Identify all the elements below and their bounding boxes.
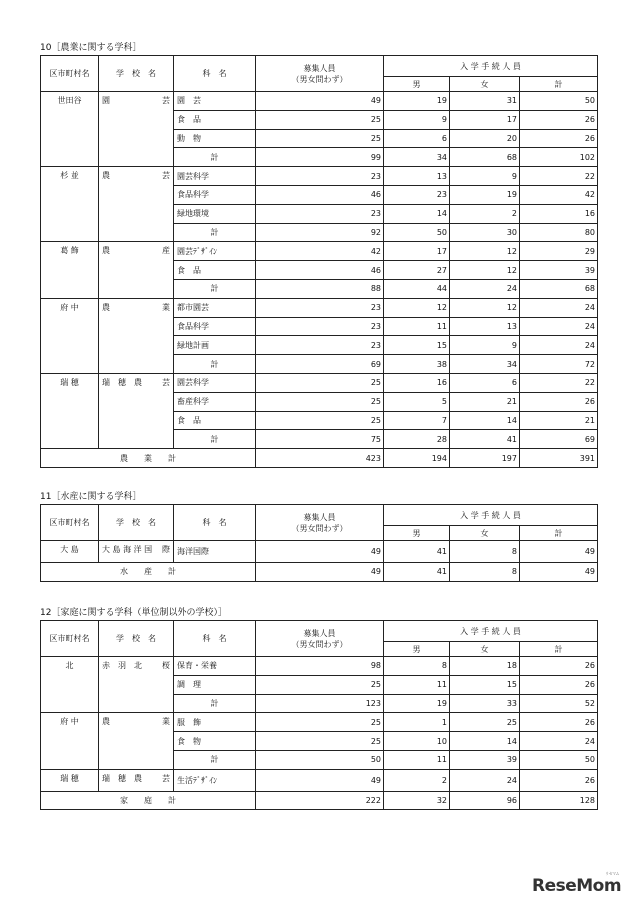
recruit-cell: 49	[256, 541, 384, 563]
school-name-suffix: 産	[162, 246, 170, 256]
total-cell: 50	[520, 92, 598, 111]
subject-cell: 園芸科学	[174, 373, 256, 392]
subject-cell: 生活ﾃﾞｻﾞｲﾝ	[174, 769, 256, 791]
header-male: 男	[384, 77, 450, 92]
school-name-part: 瑞 穂 農	[102, 773, 142, 783]
school-name	[102, 245, 170, 256]
total-cell: 26	[520, 675, 598, 694]
total-cell: 26	[520, 769, 598, 791]
section-title: 10［農業に関する学科］	[40, 43, 142, 53]
recruit-cell: 23	[256, 204, 384, 223]
grand-total-recruit: 423	[256, 449, 384, 468]
grand-total-total: 128	[520, 791, 598, 810]
section-fisheries	[40, 491, 597, 582]
section-title: 11［水産に関する学科］	[40, 492, 142, 502]
header-recruit-line2: （男女問わず）	[291, 74, 348, 84]
male-cell: 12	[384, 298, 450, 317]
subtotal-recruit: 69	[256, 355, 384, 374]
school-name-part: 大 島 海 洋 国	[102, 545, 153, 554]
grand-total-female: 197	[450, 449, 520, 468]
table-row	[41, 373, 598, 392]
recruit-cell: 49	[256, 92, 384, 111]
male-cell: 10	[384, 732, 450, 751]
header-row	[41, 505, 598, 526]
school-name-suffix: 芸	[162, 171, 170, 181]
subtotal-female: 30	[450, 223, 520, 242]
school-name-suffix: 芸	[162, 773, 170, 783]
recruit-cell: 46	[256, 185, 384, 204]
grand-total-male: 41	[384, 562, 450, 581]
female-cell: 17	[450, 110, 520, 129]
section-home-economics	[40, 607, 597, 810]
header-recruit-line2: （男女問わず）	[291, 523, 348, 533]
subject-cell: 食 物	[174, 732, 256, 751]
enrollment-table	[40, 504, 598, 582]
subtotal-label: 計	[174, 355, 256, 374]
school-name	[102, 377, 170, 388]
female-cell: 21	[450, 392, 520, 411]
city-cell: 北	[41, 657, 99, 713]
subtotal-male: 44	[384, 279, 450, 298]
header-male: 男	[384, 526, 450, 541]
resemom-logo	[532, 871, 622, 896]
male-cell: 16	[384, 373, 450, 392]
subject-cell: 食 品	[174, 411, 256, 430]
subtotal-male: 34	[384, 148, 450, 167]
total-cell: 39	[520, 261, 598, 280]
city-cell: 杉 並	[41, 167, 99, 242]
male-cell: 14	[384, 204, 450, 223]
male-cell: 5	[384, 392, 450, 411]
total-cell: 26	[520, 110, 598, 129]
recruit-cell: 25	[256, 373, 384, 392]
subtotal-recruit: 88	[256, 279, 384, 298]
male-cell: 11	[384, 317, 450, 336]
female-cell: 9	[450, 167, 520, 186]
subtotal-male: 11	[384, 750, 450, 769]
logo-small-text: リセマム	[605, 871, 620, 876]
city-cell: 世田谷	[41, 92, 99, 167]
total-cell: 26	[520, 713, 598, 732]
school-name	[102, 302, 170, 313]
female-cell: 12	[450, 298, 520, 317]
male-cell: 2	[384, 769, 450, 791]
header-enroll: 入 学 手 続 人 員	[384, 56, 598, 77]
female-cell: 6	[450, 373, 520, 392]
female-cell: 31	[450, 92, 520, 111]
grand-total-label: 家 庭 計	[41, 791, 256, 810]
header-total: 計	[520, 642, 598, 657]
school-name	[102, 660, 170, 671]
school-name-suffix: 業	[162, 302, 170, 312]
subject-cell: 園芸科学	[174, 167, 256, 186]
header-recruit	[256, 621, 384, 657]
grand-total-row	[41, 562, 598, 581]
total-cell: 22	[520, 373, 598, 392]
recruit-cell: 25	[256, 713, 384, 732]
subtotal-label: 計	[174, 223, 256, 242]
male-cell: 6	[384, 129, 450, 148]
male-cell: 7	[384, 411, 450, 430]
recruit-cell: 23	[256, 167, 384, 186]
header-subject: 科 名	[174, 56, 256, 92]
female-cell: 20	[450, 129, 520, 148]
section-title: 12［家庭に関する学科（単位制以外の学校）］	[40, 608, 227, 618]
subtotal-total: 69	[520, 430, 598, 449]
recruit-cell: 49	[256, 769, 384, 791]
grand-total-row	[41, 449, 598, 468]
school-cell	[99, 242, 174, 298]
section-agriculture	[40, 42, 597, 468]
subtotal-label: 計	[174, 279, 256, 298]
subject-cell: 緑地計画	[174, 336, 256, 355]
enrollment-table	[40, 620, 598, 810]
male-cell: 8	[384, 657, 450, 676]
grand-total-label: 水 産 計	[41, 562, 256, 581]
subject-cell: 畜産科学	[174, 392, 256, 411]
city-cell: 府 中	[41, 713, 99, 769]
subject-cell: 食 品	[174, 261, 256, 280]
subject-cell: 園 芸	[174, 92, 256, 111]
header-recruit	[256, 56, 384, 92]
header-total: 計	[520, 526, 598, 541]
header-city: 区市町村名	[41, 505, 99, 541]
header-subject: 科 名	[174, 621, 256, 657]
subtotal-total: 102	[520, 148, 598, 167]
subject-cell: 服 飾	[174, 713, 256, 732]
recruit-cell: 23	[256, 298, 384, 317]
female-cell: 25	[450, 713, 520, 732]
female-cell: 24	[450, 769, 520, 791]
total-cell: 24	[520, 317, 598, 336]
male-cell: 27	[384, 261, 450, 280]
recruit-cell: 25	[256, 732, 384, 751]
recruit-cell: 25	[256, 675, 384, 694]
school-name-part: 農	[102, 246, 110, 256]
subtotal-total: 50	[520, 750, 598, 769]
subtotal-label: 計	[174, 148, 256, 167]
school-name-suffix: 芸	[162, 96, 170, 105]
subtotal-total: 80	[520, 223, 598, 242]
header-school: 学 校 名	[99, 621, 174, 657]
subject-cell: 食 品	[174, 110, 256, 129]
header-recruit-line2: （男女問わず）	[291, 639, 348, 649]
header-recruit-line1: 募集人員	[303, 512, 336, 522]
subject-cell: 園芸ﾃﾞｻﾞｲﾝ	[174, 242, 256, 261]
subtotal-male: 28	[384, 430, 450, 449]
header-enroll: 入 学 手 続 人 員	[384, 621, 598, 642]
header-recruit-line1: 募集人員	[303, 63, 336, 73]
total-cell: 21	[520, 411, 598, 430]
male-cell: 15	[384, 336, 450, 355]
male-cell: 9	[384, 110, 450, 129]
subtotal-label: 計	[174, 750, 256, 769]
female-cell: 19	[450, 185, 520, 204]
grand-total-recruit: 49	[256, 562, 384, 581]
header-female: 女	[450, 526, 520, 541]
school-name-part: 農	[102, 717, 110, 727]
table-row	[41, 242, 598, 261]
subtotal-male: 50	[384, 223, 450, 242]
grand-total-row	[41, 791, 598, 810]
header-recruit-line1: 募集人員	[303, 628, 336, 638]
subject-cell: 緑地環境	[174, 204, 256, 223]
subtotal-male: 19	[384, 694, 450, 713]
recruit-cell: 25	[256, 129, 384, 148]
total-cell: 22	[520, 167, 598, 186]
total-cell: 24	[520, 336, 598, 355]
school-cell	[99, 167, 174, 242]
male-cell: 19	[384, 92, 450, 111]
grand-total-total: 49	[520, 562, 598, 581]
school-name	[102, 170, 170, 181]
grand-total-total: 391	[520, 449, 598, 468]
female-cell: 8	[450, 541, 520, 563]
subtotal-female: 41	[450, 430, 520, 449]
grand-total-male: 32	[384, 791, 450, 810]
table-row	[41, 167, 598, 186]
male-cell: 17	[384, 242, 450, 261]
subtotal-recruit: 92	[256, 223, 384, 242]
city-cell: 葛 飾	[41, 242, 99, 298]
recruit-cell: 23	[256, 317, 384, 336]
city-cell: 瑞 穂	[41, 769, 99, 791]
subject-cell: 動 物	[174, 129, 256, 148]
total-cell: 24	[520, 298, 598, 317]
female-cell: 12	[450, 242, 520, 261]
school-name-suffix: 桜	[162, 661, 170, 670]
subtotal-female: 34	[450, 355, 520, 374]
recruit-cell: 25	[256, 411, 384, 430]
grand-total-female: 96	[450, 791, 520, 810]
school-cell	[99, 541, 174, 563]
recruit-cell: 46	[256, 261, 384, 280]
female-cell: 2	[450, 204, 520, 223]
header-school: 学 校 名	[99, 56, 174, 92]
recruit-cell: 25	[256, 110, 384, 129]
enrollment-table	[40, 55, 598, 468]
subject-cell: 食品科学	[174, 185, 256, 204]
subtotal-recruit: 99	[256, 148, 384, 167]
male-cell: 13	[384, 167, 450, 186]
school-cell	[99, 298, 174, 373]
male-cell: 1	[384, 713, 450, 732]
grand-total-male: 194	[384, 449, 450, 468]
total-cell: 49	[520, 541, 598, 563]
city-cell: 大 島	[41, 541, 99, 563]
city-cell: 瑞 穂	[41, 373, 99, 448]
recruit-cell: 23	[256, 336, 384, 355]
header-total: 計	[520, 77, 598, 92]
school-cell	[99, 769, 174, 791]
school-cell	[99, 373, 174, 448]
male-cell: 11	[384, 675, 450, 694]
grand-total-recruit: 222	[256, 791, 384, 810]
subtotal-label: 計	[174, 694, 256, 713]
subtotal-female: 68	[450, 148, 520, 167]
header-male: 男	[384, 642, 450, 657]
table-row	[41, 92, 598, 111]
total-cell: 24	[520, 732, 598, 751]
school-cell	[99, 92, 174, 167]
header-city: 区市町村名	[41, 621, 99, 657]
subtotal-male: 38	[384, 355, 450, 374]
female-cell: 14	[450, 732, 520, 751]
school-name	[102, 544, 170, 555]
subtotal-recruit: 75	[256, 430, 384, 449]
recruit-cell: 98	[256, 657, 384, 676]
school-name-part: 農	[102, 171, 110, 181]
school-name	[102, 95, 170, 106]
school-name-part: 農	[102, 302, 110, 312]
subtotal-female: 39	[450, 750, 520, 769]
total-cell: 26	[520, 657, 598, 676]
subtotal-female: 33	[450, 694, 520, 713]
school-name-part: 園	[102, 96, 110, 105]
subject-cell: 都市園芸	[174, 298, 256, 317]
table-row	[41, 769, 598, 791]
total-cell: 26	[520, 129, 598, 148]
subtotal-recruit: 50	[256, 750, 384, 769]
school-cell	[99, 657, 174, 713]
header-subject: 科 名	[174, 505, 256, 541]
school-name-part: 瑞 穂 農	[102, 377, 142, 387]
subtotal-label: 計	[174, 430, 256, 449]
subtotal-recruit: 123	[256, 694, 384, 713]
grand-total-female: 8	[450, 562, 520, 581]
recruit-cell: 25	[256, 392, 384, 411]
subtotal-total: 72	[520, 355, 598, 374]
total-cell: 42	[520, 185, 598, 204]
female-cell: 18	[450, 657, 520, 676]
header-school: 学 校 名	[99, 505, 174, 541]
total-cell: 29	[520, 242, 598, 261]
school-name-suffix: 芸	[162, 377, 170, 387]
subject-cell: 食品科学	[174, 317, 256, 336]
female-cell: 13	[450, 317, 520, 336]
header-row	[41, 56, 598, 77]
total-cell: 26	[520, 392, 598, 411]
subtotal-female: 24	[450, 279, 520, 298]
school-name-suffix: 際	[162, 545, 170, 554]
header-city: 区市町村名	[41, 56, 99, 92]
table-row	[41, 657, 598, 676]
female-cell: 12	[450, 261, 520, 280]
subtotal-total: 52	[520, 694, 598, 713]
table-row	[41, 298, 598, 317]
subject-cell: 保育・栄養	[174, 657, 256, 676]
subject-cell: 海洋国際	[174, 541, 256, 563]
school-name	[102, 716, 170, 727]
male-cell: 41	[384, 541, 450, 563]
header-female: 女	[450, 642, 520, 657]
city-cell: 府 中	[41, 298, 99, 373]
male-cell: 23	[384, 185, 450, 204]
female-cell: 14	[450, 411, 520, 430]
school-name	[102, 773, 170, 784]
school-cell	[99, 713, 174, 769]
header-recruit	[256, 505, 384, 541]
table-row	[41, 713, 598, 732]
subject-cell: 調 理	[174, 675, 256, 694]
header-enroll: 入 学 手 続 人 員	[384, 505, 598, 526]
recruit-cell: 42	[256, 242, 384, 261]
female-cell: 9	[450, 336, 520, 355]
total-cell: 16	[520, 204, 598, 223]
grand-total-label: 農 業 計	[41, 449, 256, 468]
table-row	[41, 541, 598, 563]
subtotal-total: 68	[520, 279, 598, 298]
school-name-suffix: 業	[162, 717, 170, 727]
header-female: 女	[450, 77, 520, 92]
female-cell: 15	[450, 675, 520, 694]
header-row	[41, 621, 598, 642]
logo-text: ReseMom	[532, 876, 622, 896]
school-name-part: 赤 羽 北	[102, 661, 142, 670]
